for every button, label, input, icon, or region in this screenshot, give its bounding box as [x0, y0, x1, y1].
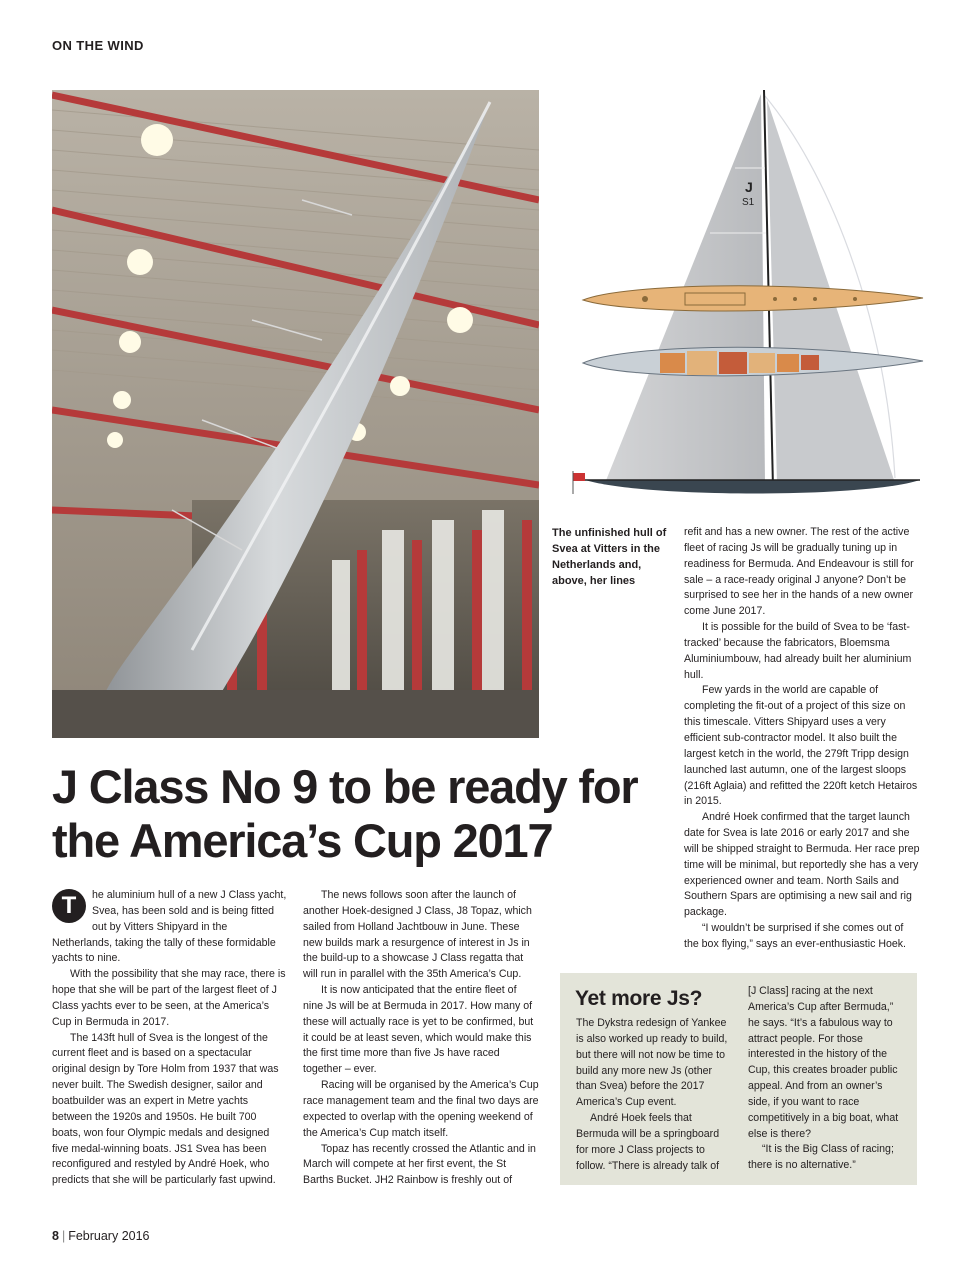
page-number: 8: [52, 1229, 59, 1243]
paragraph: André Hoek confirmed that the target launch date for Svea is late 2016 or early 2017 and she will be shipped straight to Bermuda. Her race prep time will be minimal, but reportedly she has a very experienced owner and team. North Sails and Southern Spars are optimising a new sail and rig package.: [684, 811, 920, 919]
paragraph: Racing will be organised by the America’s Cup race management team and the final two days are expected to overlap with the opening weekend of the America’s Cup match itself.: [303, 1079, 539, 1139]
paragraph: It is possible for the build of Svea to be ‘fast-tracked’ because the fabricators, Bloemsma Aluminiumbouw, had already built her aluminium hull.: [684, 621, 912, 681]
paragraph: “It is the Big Class of racing; there is no alternative.”: [748, 1143, 894, 1172]
paragraph: It is now anticipated that the entire fleet of nine Js will be at Bermuda in 2017. How many of these will actually race is yet to be confirmed, but it could be at least seven, which would make this the first time more than five Js have raced together – ever.: [303, 984, 534, 1076]
sidebar-title: Yet more Js?: [575, 987, 703, 1010]
body-column-1: [52, 888, 288, 1189]
section-label: ON THE WIND: [52, 38, 144, 53]
issue-date: February 2016: [68, 1229, 150, 1243]
sidebar-column-1: [576, 1016, 728, 1174]
sail-number: S1: [742, 197, 755, 208]
hull-photo: [52, 90, 539, 738]
paragraph: The Dykstra redesign of Yankee is also worked up ready to build, but there will not now be time to build any more new Js (other than Svea) before the 2017 America’s Cup event.: [576, 1017, 728, 1109]
sidebar-box: [560, 973, 917, 1185]
photo-caption: The unfinished hull of Svea at Vitters in the Netherlands and, above, her lines: [552, 527, 667, 587]
paragraph: refit and has a new owner. The rest of the active fleet of racing Js will be gradually tuning up in readiness for Bermuda. And Endeavour is still for sale – a race-ready original J anyone? Don’t be surprised to see her in the hands of a new owner come June 2017.: [684, 526, 914, 618]
paragraph: The news follows soon after the launch of another Hoek-designed J Class, J8 Topaz, which sailed from Holland Jachtbouw in June. These new builds mark a resurgence of interest in Js in the build-up to a showcase J Class regatta that will run in parallel with the 35th America’s Cup.: [303, 889, 532, 981]
body-column-2: [303, 888, 539, 1189]
paragraph: Topaz has recently crossed the Atlantic and in March will compete at her first event, the St Barths Bucket. JH2 Rainbow is freshly out of: [303, 1142, 536, 1187]
drop-cap: T: [52, 889, 86, 923]
page-footer: [52, 1229, 150, 1243]
hull-photo-illustration: [52, 90, 539, 738]
footer-separator: |: [61, 1229, 66, 1243]
article-headline: J Class No 9 to be ready for the America’s Cup 2017: [52, 760, 638, 867]
sidebar-column-2: [748, 984, 906, 1174]
paragraph: “I wouldn’t be surprised if she comes out of the box flying,” says an ever-enthusiastic Hoek.: [684, 922, 906, 950]
paragraph: With the possibility that she may race, there is hope that she will be part of the largest fleet of J Class yachts ever to be seen, at the America’s Cup in Bermuda in 2017.: [52, 968, 286, 1028]
paragraph: [52, 888, 288, 967]
yacht-lines-drawing: [565, 88, 935, 508]
sail-letter: J: [745, 179, 753, 195]
paragraph-text: he aluminium hull of a new J Class yacht, Svea, has been sold and is being fitted out by Vitters Shipyard in the Netherlands, taking the tally of these formidable yachts to nine.: [52, 889, 287, 965]
body-column-3: [684, 525, 920, 953]
paragraph: André Hoek feels that Bermuda will be a springboard for more J Class projects to follow. “There is already talk of: [576, 1112, 720, 1172]
paragraph: [J Class] racing at the next America’s Cup after Bermuda,” he says. “It’s a fabulous way to attract people. For those interested in the history of the Cup, this creates broader public appeal. And from an owner’s side, if you want to race competitively in a big boat, what else is there?: [748, 985, 899, 1140]
paragraph: The 143ft hull of Svea is the longest of the current fleet and is based on a spectacular original design by Tore Holm from 1937 that was never built. The Swedish designer, sailor and boatbuilder was an expert in Metre yachts between the 1920s and 1950s. He built 700 boats, won four Olympic medals and designed five medal-winning boats. JS1 Svea has been reconfigured and restyled by André Hoek, who predicts that she will be particularly fast upwind.: [52, 1031, 279, 1187]
paragraph: Few yards in the world are capable of completing the fit-out of a project of this size on this timescale. Vitters Shipyard uses a very efficient sub-contractor model. It also built the largest ketch in the world, the 279ft Tripp design launched last autumn, one of the largest sloops (216ft Aglaia) and refitted the 220ft ketch Hetairos in 2015.: [684, 684, 918, 808]
lines-illustration: [565, 88, 935, 508]
